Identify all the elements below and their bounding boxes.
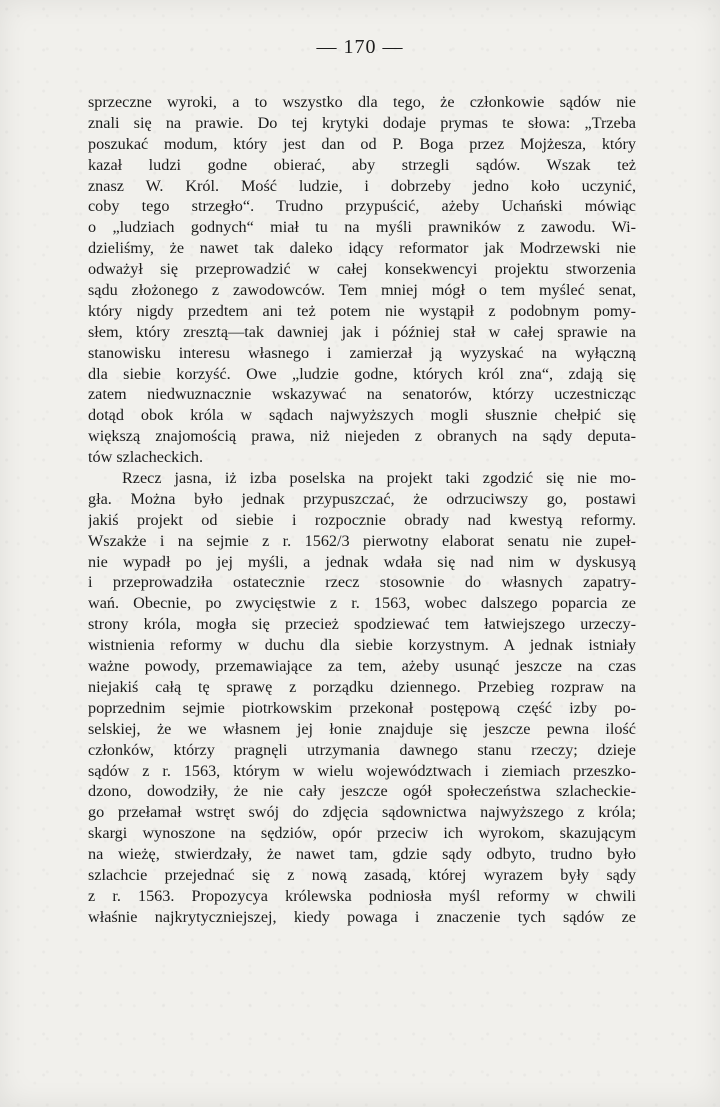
text-line: tów szlacheckich. <box>88 448 204 467</box>
text-line: dla siebie korzyść. Owe „ludzie godne, których król zna“, zdają się <box>88 364 636 383</box>
text-line: i przeprowadziła ostatecznie rzecz stosownie do własnych zapatry- <box>88 573 636 592</box>
text-line: szlachcie przejednać się z nową zasadą, której wyrazem były sądy <box>88 865 636 884</box>
text-line: sądów z r. 1563, którym w wielu województwach i ziemiach przeszko- <box>88 761 636 780</box>
text-line: poprzednim sejmie piotrkowskim przekonał postępową część izby po- <box>88 698 636 717</box>
text-line: dotąd obok króla w sądach najwyższych mogli słusznie chełpić się <box>88 406 636 425</box>
text-line: członków, którzy pragnęli utrzymania dawnego stanu rzeczy; dzieje <box>88 740 636 759</box>
text-line: sprzeczne wyroki, a to wszystko dla tego, że członkowie sądów nie <box>88 93 636 111</box>
text-line: znasz W. Król. Mość ludzie, i dobrzeby jedno koło uczynić, <box>88 176 636 195</box>
text-line: dzono, dowodziły, że nie cały jeszcze ogół społeczeństwa szlacheckie- <box>88 782 636 801</box>
body-text <box>88 92 636 928</box>
text-line: słem, który zresztą—tak dawniej jak i później stał w całej sprawie na <box>88 322 636 341</box>
text-line: stanowisku interesu własnego i zamierzał ją wyzyskać na wyłączną <box>88 343 636 362</box>
text-line: jakiś projekt od siebie i rozpocznie obrady nad kwestyą reformy. <box>88 510 636 529</box>
text-line: coby tego strzegło“. Trudno przypuścić, ażeby Uchański mówiąc <box>88 197 636 216</box>
text-line: skargi wynoszone na sędziów, opór przeciw ich wyrokom, skazującym <box>88 824 636 843</box>
text-line: odważył się przeprowadzić w całej konsekwencyi projektu stworzenia <box>88 260 636 279</box>
text-line: o „ludziach godnych“ miał tu na myśli prawników z zawodu. Wi- <box>88 218 636 237</box>
page-number: — 170 — <box>316 36 404 58</box>
text-line: wań. Obecnie, po zwycięstwie z r. 1563, wobec dalszego poparcia ze <box>88 594 636 613</box>
text-line: ważne powody, przemawiające za tem, ażeby usunąć jeszcze na czas <box>88 657 636 676</box>
text-line: gła. Można było jednak przypuszczać, że odrzuciwszy go, postawi <box>88 489 636 508</box>
text-line: Rzecz jasna, iż izba poselska na projekt taki zgodzić się nie mo- <box>122 469 636 488</box>
text-line: zatem niedwuznacznie wskazywać na senatorów, którzy uczestnicząc <box>88 385 636 404</box>
text-line: nie wypadł po jej myśli, a jednak wdała się nad nim w dyskusyą <box>88 552 636 571</box>
text-line: większą znajomością prawa, niż niejeden z obranych na sądy deputa- <box>88 427 636 446</box>
text-line: wistnienia reformy w duchu dla siebie korzystnym. A jednak istniały <box>88 636 636 655</box>
text-line: poszukać modum, który jest dan od P. Boga przez Mojżesza, który <box>88 134 636 153</box>
text-line: Wszakże i na sejmie z r. 1562/3 pierwotny elaborat senatu nie zupeł- <box>88 531 636 550</box>
text-line: niejakiś całą tę sprawę z porządku dziennego. Przebieg rozpraw na <box>88 677 636 696</box>
text-line: który nigdy przedtem ani też potem nie wystąpił z podobnym pomy- <box>88 301 636 320</box>
text-line: znali się na prawie. Do tej krytyki dodaje prymas te słowa: „Trzeba <box>88 113 636 132</box>
paragraph <box>88 92 636 468</box>
text-line: sądu złożonego z zawodowców. Tem mniej mógł o tem myśleć senat, <box>88 281 636 300</box>
text-line: dzieliśmy, że nawet tak daleko idący reformator jak Modrzewski nie <box>88 239 636 258</box>
text-line: selskiej, że we własnem jej łonie znajduje się jeszcze pewna ilość <box>88 719 636 738</box>
paragraph <box>88 468 636 928</box>
text-line: go przełamał wstręt swój do zdjęcia sądownictwa najwyższego z króla; <box>88 803 636 822</box>
text-line: właśnie najkrytyczniejszej, kiedy powaga i znaczenie tych sądów ze <box>88 907 636 926</box>
text-line: na wieżę, stwierdzały, że nawet tam, gdzie sądy odbyto, trudno było <box>88 845 636 864</box>
text-line: z r. 1563. Propozycya królewska podniosła myśl reformy w chwili <box>88 886 636 905</box>
text-line: kazał ludzi godne obierać, aby strzegli sądów. Wszak też <box>88 155 636 174</box>
text-line: strony króla, mogła się przecież spodziewać tem łatwiejszego urzeczy- <box>88 615 636 634</box>
